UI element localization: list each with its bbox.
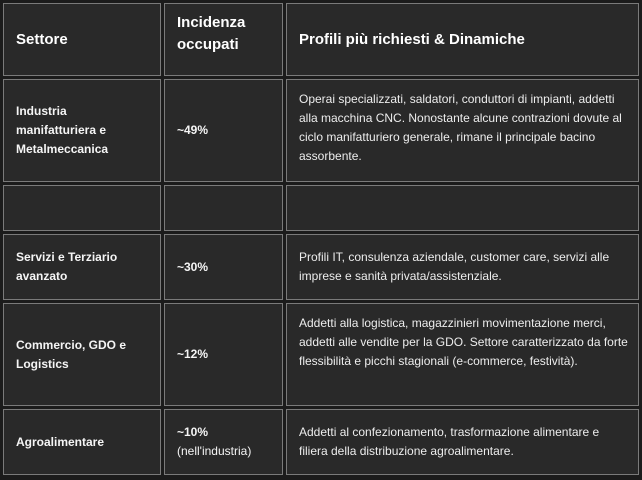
row-5-share-value: ~10% — [177, 425, 209, 439]
header-share-label: Incidenza occupati — [177, 14, 246, 53]
header-profiles-label: Profili più richiesti & Dinamiche — [299, 30, 525, 48]
row-4-share — [164, 303, 283, 406]
header-share — [164, 3, 283, 76]
row-2-share — [164, 185, 283, 231]
header-sector — [3, 3, 161, 76]
header-profiles — [286, 3, 639, 76]
row-4-sector-label: Commercio, GDO e Logistics — [16, 337, 127, 371]
row-2-profiles — [286, 185, 639, 231]
row-3-profiles-text: Profili IT, consulenza aziendale, customer care, servizi alle imprese e sanità privata/assistenziale. — [299, 250, 610, 283]
row-3-sector — [3, 234, 161, 300]
row-3-share — [164, 234, 283, 300]
row-2-sector — [3, 185, 161, 231]
row-5-sector — [3, 409, 161, 475]
row-3-profiles — [286, 234, 639, 300]
row-1-share — [164, 79, 283, 182]
row-4-sector — [3, 303, 161, 406]
row-4-profiles — [286, 303, 639, 406]
row-1-sector — [3, 79, 161, 182]
row-5-share-note: (nell'industria) — [177, 444, 252, 458]
row-4-share-value: ~12% — [177, 347, 209, 361]
row-4-profiles-text: Addetti alla logistica, magazzinieri movimentazione merci, addetti alle vendite per la GDO. Settore caratterizzato da forte flessibilità e picchi stagionali (e-commerce, festività). — [299, 316, 628, 368]
header-sector-label: Settore — [16, 30, 68, 48]
row-3-share-value: ~30% — [177, 259, 209, 274]
row-1-share-value: ~49% — [177, 123, 209, 137]
row-5-profiles — [286, 409, 639, 475]
row-5-share — [164, 409, 283, 475]
row-3-sector-label: Servizi e Terziario avanzato — [16, 250, 118, 283]
row-1-sector-label: Industria manifatturiera e Metalmeccanica — [16, 104, 109, 156]
row-5-profiles-text: Addetti al confezionamento, trasformazione alimentare e filiera della distribuzione agroalimentare. — [299, 425, 600, 458]
row-1-profiles — [286, 79, 639, 182]
row-5-sector-label: Agroalimentare — [16, 434, 105, 449]
row-1-profiles-text: Operai specializzati, saldatori, conduttori di impianti, addetti alla macchina CNC. Nonostante alcune contrazioni dovute al ciclo manifatturiero generale, rimane il principale bacino assorbente. — [299, 92, 622, 163]
